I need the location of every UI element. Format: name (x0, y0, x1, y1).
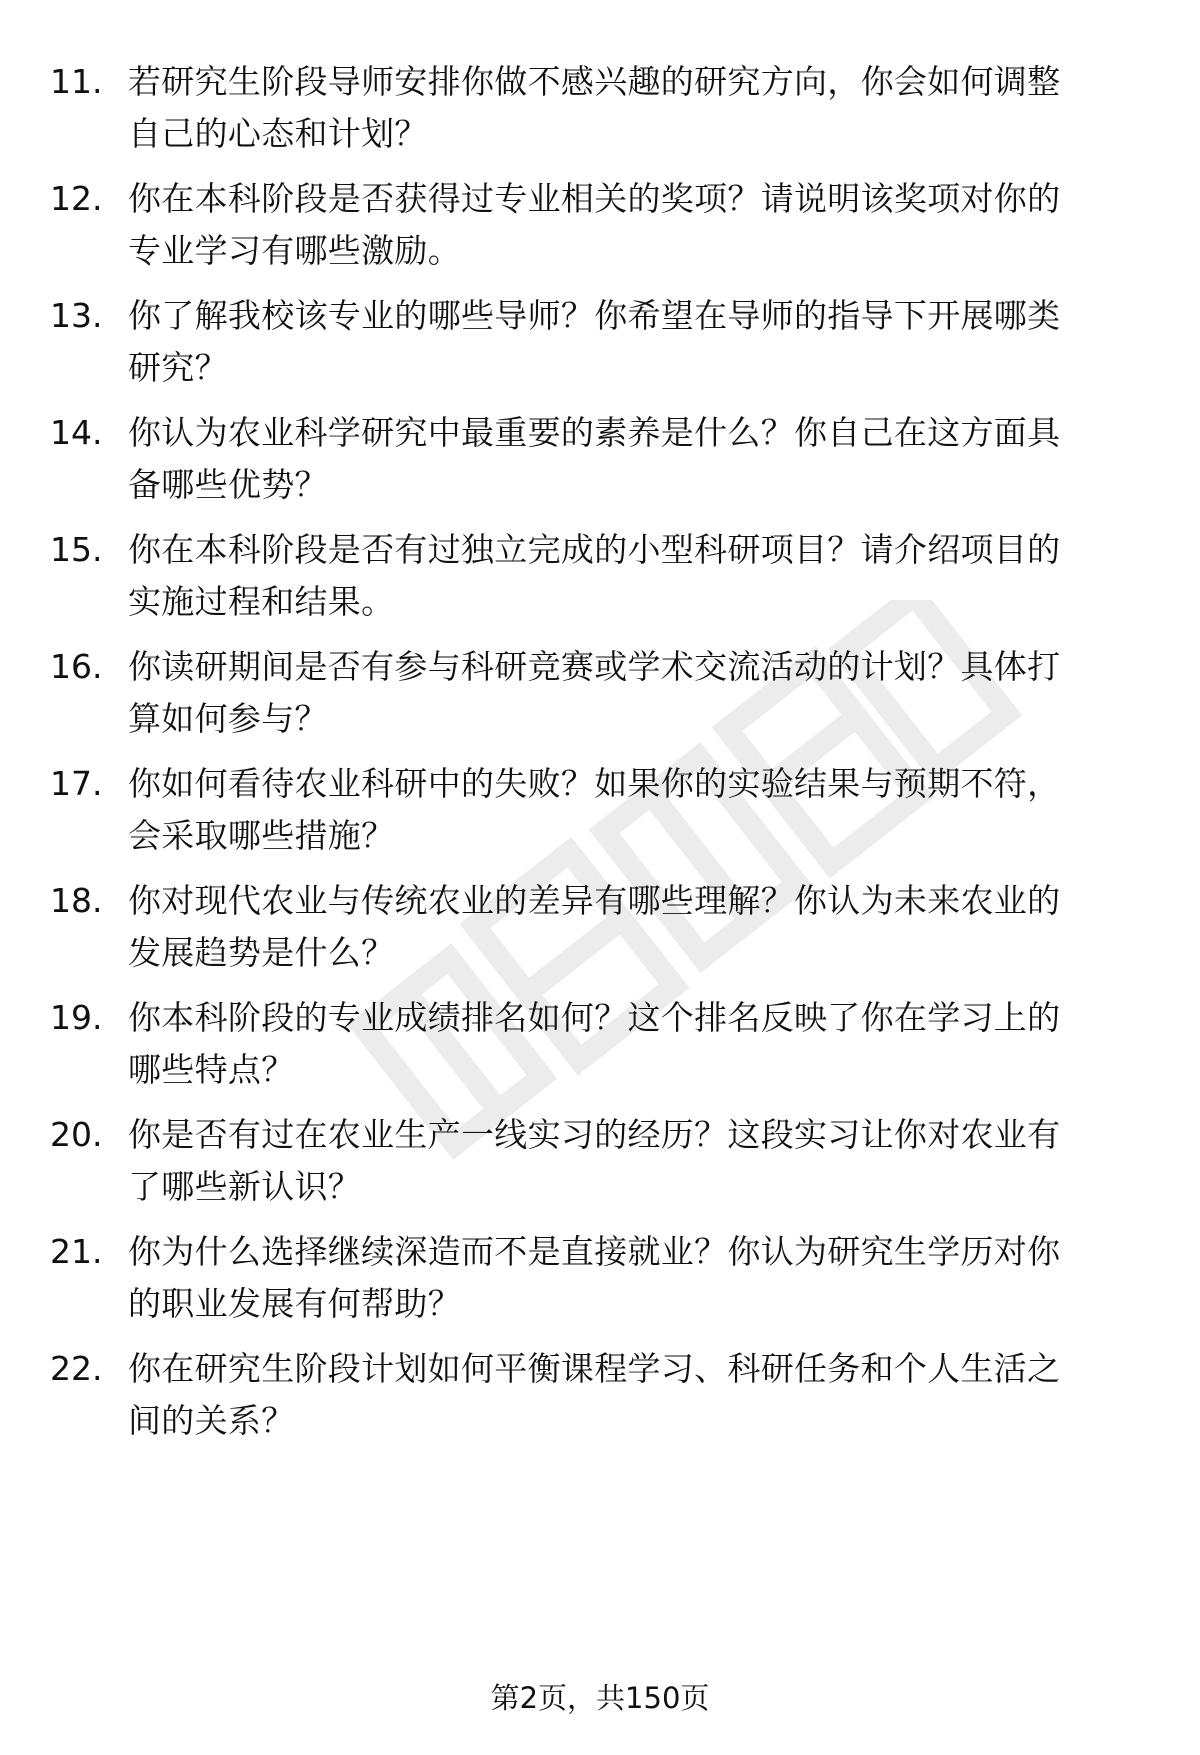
question-text (128, 407, 1148, 511)
question-text (128, 992, 1148, 1096)
question-number: 13. (50, 296, 103, 335)
question-item (0, 1109, 1200, 1239)
question-line: 发展趋势是什么？ (128, 933, 395, 972)
question-number: 19. (50, 998, 103, 1037)
question-line: 专业学习有哪些激励。 (128, 231, 461, 270)
question-number: 18. (50, 881, 103, 920)
question-item (0, 290, 1200, 420)
question-line: 你在研究生阶段计划如何平衡课程学习、科研任务和个人生活之 (128, 1349, 1061, 1388)
question-line: 算如何参与？ (128, 699, 328, 738)
question-item (0, 758, 1200, 888)
question-line: 你如何看待农业科研中的失败？如果你的实验结果与预期不符， (128, 764, 1061, 803)
question-line: 若研究生阶段导师安排你做不感兴趣的研究方向，你会如何调整 (128, 62, 1061, 101)
question-line: 自己的心态和计划？ (128, 114, 428, 153)
question-text (128, 56, 1148, 160)
question-line: 研究？ (128, 348, 228, 387)
question-line: 会采取哪些措施？ (128, 816, 395, 855)
question-item (0, 407, 1200, 537)
question-number: 22. (50, 1349, 103, 1388)
question-line: 的职业发展有何帮助？ (128, 1284, 461, 1323)
question-line: 你为什么选择继续深造而不是直接就业？你认为研究生学历对你 (128, 1232, 1061, 1271)
question-text (128, 1109, 1148, 1213)
question-text (128, 1226, 1148, 1330)
question-line: 你是否有过在农业生产一线实习的经历？这段实习让你对农业有 (128, 1115, 1061, 1154)
question-line: 你读研期间是否有参与科研竞赛或学术交流活动的计划？具体打 (128, 647, 1061, 686)
question-number: 12. (50, 179, 103, 218)
question-text (128, 173, 1148, 277)
question-item (0, 641, 1200, 771)
question-line: 你了解我校该专业的哪些导师？你希望在导师的指导下开展哪类 (128, 296, 1061, 335)
question-number: 15. (50, 530, 103, 569)
question-number: 21. (50, 1232, 103, 1271)
question-line: 你认为农业科学研究中最重要的素养是什么？你自己在这方面具 (128, 413, 1061, 452)
question-number: 16. (50, 647, 103, 686)
question-item (0, 1226, 1200, 1356)
question-text (128, 1343, 1148, 1447)
page-number: 第2页，共150页 (490, 1681, 710, 1715)
question-item (0, 875, 1200, 1005)
question-number: 20. (50, 1115, 103, 1154)
question-item (0, 992, 1200, 1122)
question-line: 哪些特点？ (128, 1050, 295, 1089)
question-number: 17. (50, 764, 103, 803)
question-text (128, 875, 1148, 979)
question-line: 实施过程和结果。 (128, 582, 395, 621)
question-line: 你在本科阶段是否有过独立完成的小型科研项目？请介绍项目的 (128, 530, 1061, 569)
question-line: 你在本科阶段是否获得过专业相关的奖项？请说明该奖项对你的 (128, 179, 1061, 218)
question-text (128, 758, 1148, 862)
question-line: 了哪些新认识？ (128, 1167, 362, 1206)
question-text (128, 641, 1148, 745)
question-line: 间的关系？ (128, 1401, 295, 1440)
question-item (0, 524, 1200, 654)
question-item (0, 173, 1200, 303)
question-text (128, 290, 1148, 394)
question-line: 备哪些优势？ (128, 465, 328, 504)
question-line: 你对现代农业与传统农业的差异有哪些理解？你认为未来农业的 (128, 881, 1061, 920)
question-line: 你本科阶段的专业成绩排名如何？这个排名反映了你在学习上的 (128, 998, 1061, 1037)
question-number: 14. (50, 413, 103, 452)
question-text (128, 524, 1148, 628)
question-item (0, 1343, 1200, 1473)
question-number: 11. (50, 62, 103, 101)
question-item (0, 56, 1200, 186)
